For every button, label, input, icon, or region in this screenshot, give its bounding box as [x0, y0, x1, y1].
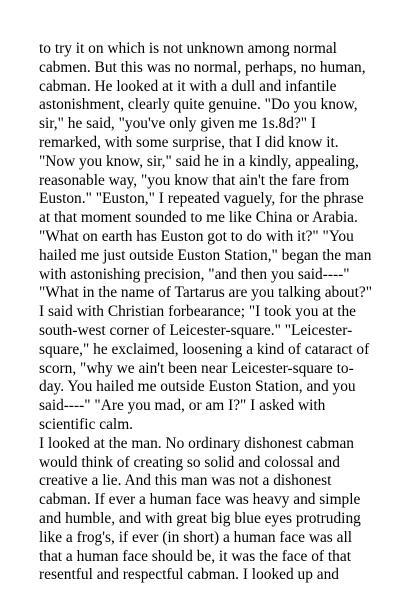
text-line: cabman. He looked at it with a dull and infantile [39, 77, 337, 95]
text-line: cabman. If ever a human face was heavy and simple [39, 491, 361, 509]
document-page [39, 40, 384, 585]
text-line: like a frog's, if ever (in short) a human face was all [39, 528, 353, 546]
text-line: square," he exclaimed, loosening a kind of cataract of [39, 340, 370, 358]
text-line: "Now you know, sir," said he in a kindly, appealing, [39, 152, 359, 170]
text-line: cabmen. But this was no normal, perhaps, no human, [39, 58, 366, 76]
text-line: with astonishing precision, "and then you said----" [39, 265, 350, 283]
text-line: that a human face should be, it was the face of that [39, 547, 351, 565]
text-line: creative a lie. And this man was not a dishonest [39, 472, 332, 490]
text-line: resentful and respectful cabman. I looked up and [39, 566, 340, 584]
text-line: scientific calm. [39, 415, 134, 433]
text-line: "What on earth has Euston got to do with it?" "You [39, 227, 354, 245]
text-line: I looked at the man. No ordinary dishonest cabman [39, 434, 354, 452]
paragraph [39, 40, 384, 435]
text-line: sir," he said, "you've only given me 1s.8d?" I [39, 115, 317, 133]
paragraph [39, 435, 384, 585]
text-line: "What in the name of Tartarus are you talking about?" [39, 284, 373, 302]
text-line: I said with Christian forbearance; "I took you at the [39, 303, 356, 321]
text-line: at that moment sounded to me like China or Arabia. [39, 209, 358, 227]
text-line: remarked, with some surprise, that I did know it. [39, 133, 339, 151]
text-line: reasonable way, "you know that ain't the fare from [39, 171, 350, 189]
text-line: scorn, "why we ain't been near Leicester-square to- [39, 359, 354, 377]
text-line: said----" "Are you mad, or am I?" I asked with [39, 397, 326, 415]
text-line: south-west corner of Leicester-square." "Leicester- [39, 321, 353, 339]
text-line: would think of creating so solid and colossal and [39, 453, 340, 471]
text-line: and humble, and with great big blue eyes protruding [39, 509, 361, 527]
text-line: to try it on which is not unknown among normal [39, 40, 337, 57]
text-line: Euston." "Euston," I repeated vaguely, for the phrase [39, 190, 364, 208]
text-line: hailed me just outside Euston Station," began the man [39, 246, 372, 264]
text-line: astonishment, clearly quite genuine. "Do you know, [39, 96, 358, 114]
text-line: day. You hailed me outside Euston Station, and you [39, 378, 356, 396]
